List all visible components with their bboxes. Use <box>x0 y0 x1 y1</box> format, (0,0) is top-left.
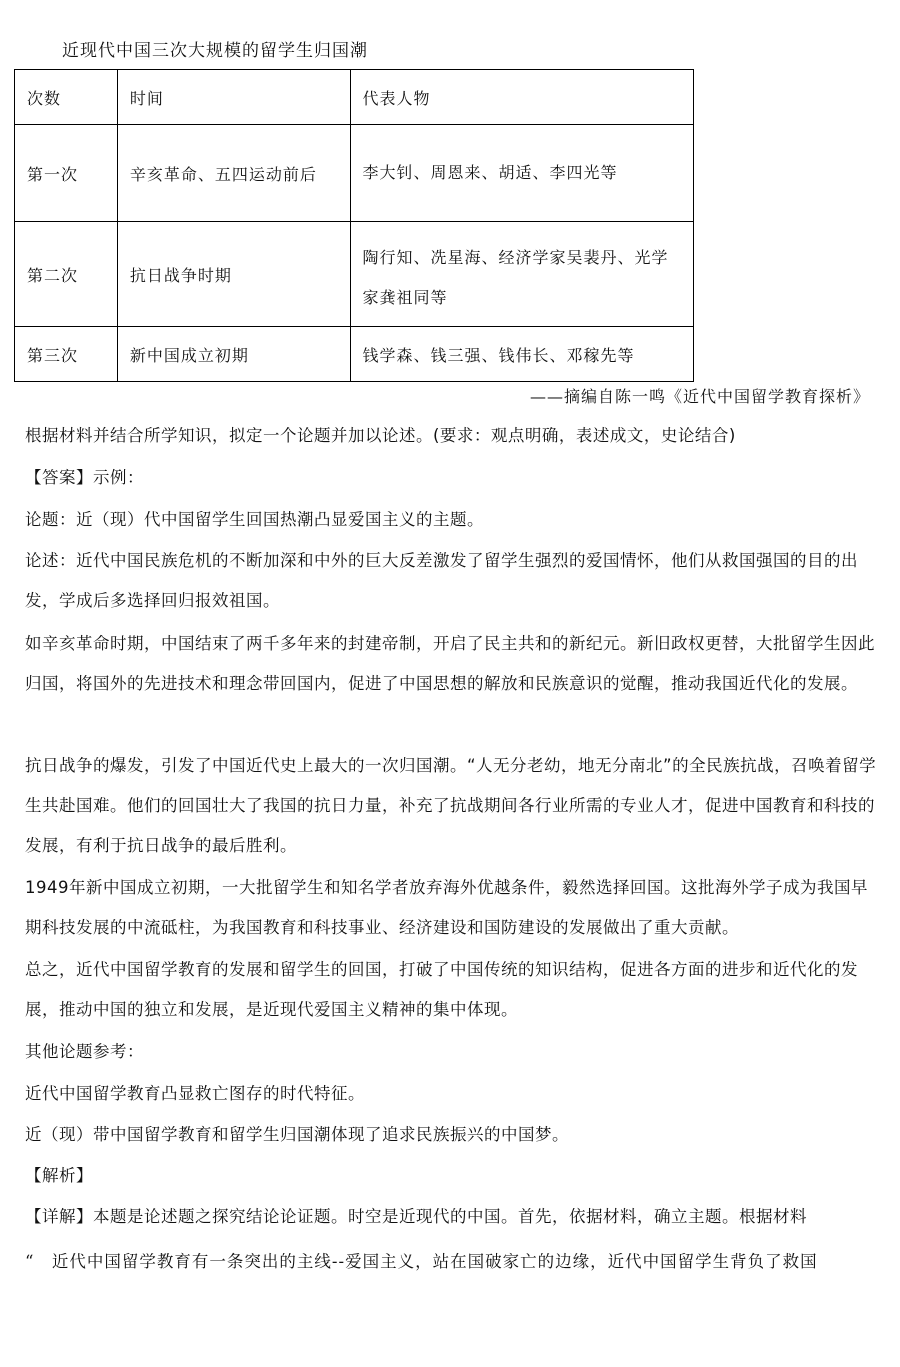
table-cell: 陶行知、冼星海、经济学家吴裴丹、光学家龚祖同等 <box>350 222 693 327</box>
thesis-text: 论题：近（现）代中国留学生回国热潮凸显爱国主义的主题。 <box>25 510 484 529</box>
header-cell: 时间 <box>117 70 350 125</box>
table-row <box>15 222 694 327</box>
question-text: 根据材料并结合所学知识，拟定一个论题并加以论述。(要求：观点明确，表述成文，史论结合) <box>25 426 736 445</box>
analysis-label: 【解析】 <box>25 1166 93 1185</box>
table-cell: 第一次 <box>15 125 118 222</box>
source-citation: ——摘编自陈一鸣《近代中国留学教育探析》 <box>529 387 870 406</box>
quote-line: “ 近代中国留学教育有一条突出的主线--爱国主义，站在国破家亡的边缘，近代中国留学生背负了救国 <box>25 1252 818 1271</box>
table-header-row <box>15 70 694 125</box>
conclusion-text: 总之，近代中国留学教育的发展和留学生的回国，打破了中国传统的知识结构，促进各方面的进步和近代化的发展，推动中国的独立和发展，是近现代爱国主义精神的集中体现。 <box>25 960 858 1019</box>
table-cell: 辛亥革命、五四运动前后 <box>117 125 350 222</box>
table-row <box>15 327 694 382</box>
paragraph-kangri: 抗日战争的爆发，引发了中国近代史上最大的一次归国潮。“人无分老幼，地无分南北”的全民族抗战，召唤着留学生共赴国难。他们的回国壮大了我国的抗日力量，补充了抗战期间各行业所需的专业人才，促进中国教育和科技的发展，有利于抗日战争的最后胜利。 <box>25 756 877 855</box>
table-cell: 钱学森、钱三强、钱伟长、邓稼先等 <box>350 327 693 382</box>
detail-text: 【详解】本题是论述题之探究结论论证题。时空是近现代的中国。首先，依据材料，确立主题。根据材料 <box>25 1207 807 1226</box>
table-cell: 新中国成立初期 <box>117 327 350 382</box>
header-cell: 次数 <box>15 70 118 125</box>
other-topic-2: 近（现）带中国留学教育和留学生归国潮体现了追求民族振兴的中国梦。 <box>25 1125 569 1144</box>
answer-label: 【答案】示例： <box>25 468 144 487</box>
other-topics-label: 其他论题参考： <box>25 1042 144 1061</box>
argument-intro: 论述：近代中国民族危机的不断加深和中外的巨大反差激发了留学生强烈的爱国情怀，他们从救国强国的目的出发，学成后多选择回归报效祖国。 <box>25 551 858 610</box>
other-topic-1: 近代中国留学教育凸显救亡图存的时代特征。 <box>25 1084 365 1103</box>
paragraph-xinhai: 如辛亥革命时期，中国结束了两千多年来的封建帝制，开启了民主共和的新纪元。新旧政权更替，大批留学生因此归国，将国外的先进技术和理念带回国内，促进了中国思想的解放和民族意识的觉醒，推动我国近代化的发展。 <box>25 634 875 693</box>
table-cell: 第二次 <box>15 222 118 327</box>
returnee-table <box>14 69 694 382</box>
table-row <box>15 125 694 222</box>
table-title: 近现代中国三次大规模的留学生归国潮 <box>62 41 368 61</box>
table-cell: 抗日战争时期 <box>117 222 350 327</box>
paragraph-1949: 1949年新中国成立初期，一大批留学生和知名学者放弃海外优越条件，毅然选择回国。这批海外学子成为我国早期科技发展的中流砥柱，为我国教育和科技事业、经济建设和国防建设的发展做出了重大贡献。 <box>25 878 868 937</box>
table-cell: 第三次 <box>15 327 118 382</box>
table-cell: 李大钊、周恩来、胡适、李四光等 <box>350 125 693 222</box>
header-cell: 代表人物 <box>350 70 693 125</box>
